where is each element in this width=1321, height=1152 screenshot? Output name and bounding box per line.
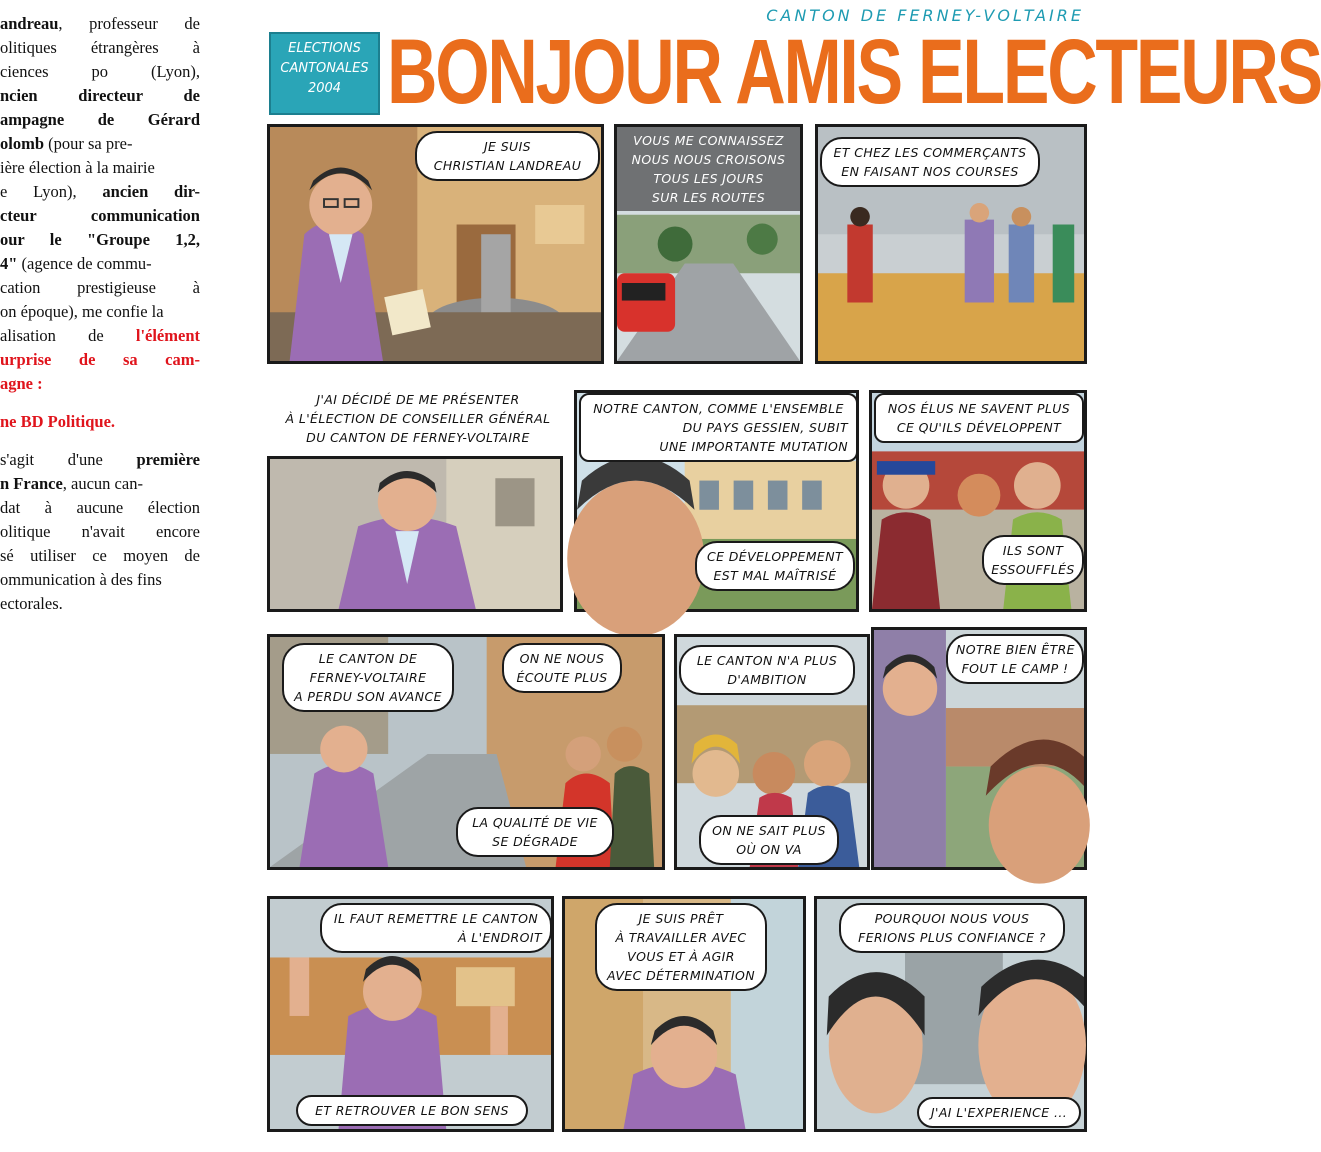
comic-panel-12 (814, 896, 1087, 1132)
canton-title: CANTON DE FERNEY-VOLTAIRE (766, 6, 1084, 25)
article-line: ncien directeur de (0, 86, 200, 105)
article-line: olitiques étrangères à (0, 38, 200, 57)
comic-panel-10 (267, 896, 554, 1132)
article-line (0, 0, 200, 12)
speech-bubble: LE CANTON DE FERNEY-VOLTAIRE A PERDU SON AVANCE (282, 643, 454, 712)
article-line: ampagne de Gérard (0, 110, 200, 129)
speech-bubble: J'AI L'EXPERIENCE ... (917, 1097, 1081, 1128)
speech-bubble: ET RETROUVER LE BON SENS (296, 1095, 528, 1126)
article-line: ière élection à la mairie (0, 158, 155, 177)
speech-bubble: JE SUIS PRÊT À TRAVAILLER AVEC VOUS ET À AGIR AVEC DÉTERMINATION (595, 903, 767, 991)
article-line: e Lyon), ancien dir- (0, 182, 200, 201)
narration-caption: J'AI DÉCIDÉ DE ME PRÉSENTER À L'ÉLECTION DE CONSEILLER GÉNÉRAL DU CANTON DE FERNEY-VOLTAIRE (270, 390, 566, 447)
article-line: olitique n'avait encore (0, 522, 200, 541)
article-highlight: ne BD Politique. (0, 412, 116, 431)
speech-bubble: POURQUOI NOUS VOUS FERIONS PLUS CONFIANCE ? (839, 903, 1065, 953)
speech-bubble: ON NE SAIT PLUS OÙ ON VA (699, 815, 839, 865)
article-line: s'agit d'une première (0, 450, 200, 469)
comic-panel-6 (869, 390, 1087, 612)
comic-page (262, 0, 1321, 1152)
article-line: olomb (pour sa pre- (0, 134, 133, 153)
headline: BONJOUR AMIS ELECTEURS (387, 21, 1321, 123)
article-line: ectorales. (0, 594, 63, 613)
elections-line: CANTONALES (280, 61, 369, 76)
comic-panel-11 (562, 896, 806, 1132)
comic-panel-3 (815, 124, 1087, 364)
comic-panel-2 (614, 124, 803, 364)
article-line: 4" (agence de commu- (0, 254, 152, 273)
article-line: n France, aucun can- (0, 474, 143, 493)
comic-panel-5 (574, 390, 859, 612)
comic-panel-7 (267, 634, 665, 870)
elections-line: ELECTIONS (288, 41, 361, 56)
article-line: ommunication à des fins (0, 570, 162, 589)
speech-bubble: NOTRE BIEN ÊTRE FOUT LE CAMP ! (946, 634, 1084, 684)
speech-bubble: IL FAUT REMETTRE LE CANTON À L'ENDROIT (320, 903, 552, 953)
article-line: andreau, professeur de (0, 14, 200, 33)
comic-panel-8 (674, 634, 870, 870)
elections-line: 2004 (307, 81, 342, 96)
article-line: on époque), me confie la (0, 302, 164, 321)
article-line: cation prestigieuse à (0, 278, 200, 297)
article-line: alisation de l'élément (0, 326, 200, 345)
article-text (0, 0, 200, 616)
caption-box: VOUS ME CONNAISSEZ NOUS NOUS CROISONS TOUS LES JOURS SUR LES ROUTES (617, 127, 800, 211)
article-line: cteur communication (0, 206, 200, 225)
speech-bubble: ET CHEZ LES COMMERÇANTS EN FAISANT NOS COURSES (820, 137, 1040, 187)
elections-badge (269, 32, 380, 115)
article-line: ciences po (Lyon), (0, 62, 200, 81)
panel-illustration (270, 459, 560, 609)
article-line: agne : (0, 374, 43, 393)
speech-bubble: NOS ÉLUS NE SAVENT PLUS CE QU'ILS DÉVELOPPENT (874, 393, 1084, 443)
speech-bubble: ON NE NOUS ÉCOUTE PLUS (502, 643, 622, 693)
speech-bubble: LE CANTON N'A PLUS D'AMBITION (679, 645, 855, 695)
article-line: our le "Groupe 1,2, (0, 230, 200, 249)
speech-bubble: ILS SONT ESSOUFFLÉS (982, 535, 1084, 585)
comic-panel-4 (267, 456, 563, 612)
comic-panel-9 (871, 627, 1087, 870)
article-line: sé utiliser ce moyen de (0, 546, 200, 565)
speech-bubble: CE DÉVELOPPEMENT EST MAL MAÎTRISÉ (695, 541, 855, 591)
speech-bubble: NOTRE CANTON, COMME L'ENSEMBLE DU PAYS GESSIEN, SUBIT UNE IMPORTANTE MUTATION (579, 393, 858, 462)
speech-bubble: JE SUIS CHRISTIAN LANDREAU (415, 131, 600, 181)
article-line: urprise de sa cam- (0, 350, 200, 369)
comic-panel-1 (267, 124, 604, 364)
article-line: dat à aucune élection (0, 498, 200, 517)
speech-bubble: LA QUALITÉ DE VIE SE DÉGRADE (456, 807, 614, 857)
